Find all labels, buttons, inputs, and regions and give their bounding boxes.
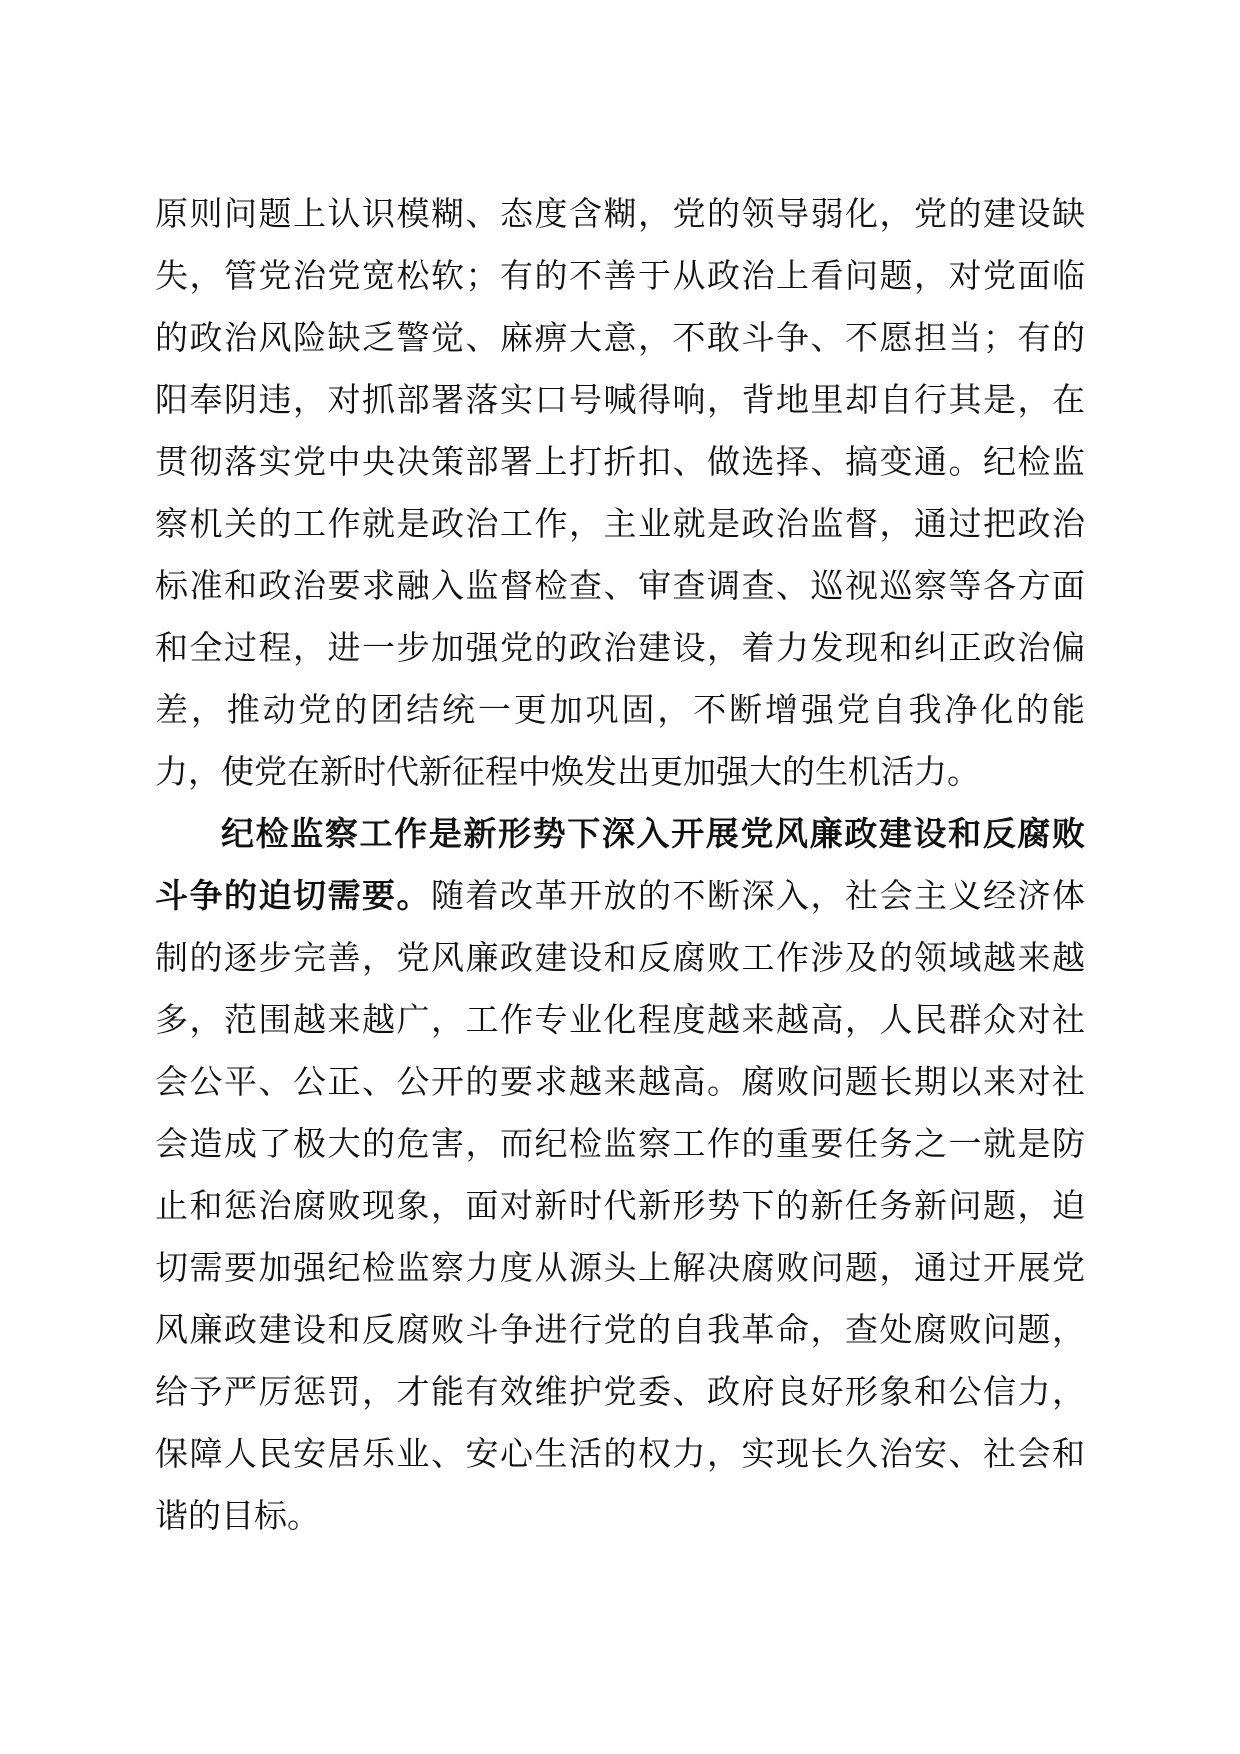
text-line: 和全过程，进一步加强党的政治建设，着力发现和纠正政治偏 [155,628,1085,667]
text-line: 切需要加强纪检监察力度从源头上解决腐败问题，通过开展党 [155,1248,1085,1287]
body-text [155,183,1085,1547]
text-line: 风廉政建设和反腐败斗争进行党的自我革命，查处腐败问题， [155,1310,1085,1349]
text-line: 多，范围越来越广，工作专业化程度越来越高，人民群众对社 [155,1000,1085,1039]
text-line: 察机关的工作就是政治工作，主业就是政治监督，通过把政治 [155,504,1085,543]
text-line: 标准和政治要求融入监督检查、审查调查、巡视巡察等各方面 [155,566,1085,605]
text-line: 给予严厉惩罚，才能有效维护党委、政府良好形象和公信力， [155,1372,1085,1411]
text-line: 止和惩治腐败现象，面对新时代新形势下的新任务新问题，迫 [155,1186,1085,1225]
text-line: 失，管党治党宽松软；有的不善于从政治上看问题，对党面临 [155,256,1085,295]
text-line: 贯彻落实党中央决策部署上打折扣、做选择、搞变通。纪检监 [155,442,1085,481]
text-line: 会造成了极大的危害，而纪检监察工作的重要任务之一就是防 [155,1124,1085,1163]
text-line: 的政治风险缺乏警觉、麻痹大意，不敢斗争、不愿担当；有的 [155,318,1085,357]
text-line: 制的逐步完善，党风廉政建设和反腐败工作涉及的领域越来越 [155,938,1085,977]
text-line: 谐的目标。 [155,1496,320,1535]
text-fragment: 随着改革开放的不断深入，社会主义经济体 [431,876,1085,915]
text-line: 力，使党在新时代新征程中焕发出更加强大的生机活力。 [155,752,980,791]
paragraph-1 [155,183,1085,803]
text-line: 阳奉阴违，对抓部署落实口号喊得响，背地里却自行其是，在 [155,380,1085,419]
paragraph-heading-end: 斗争的迫切需要。 [155,876,431,915]
text-line: 会公平、公正、公开的要求越来越高。腐败问题长期以来对社 [155,1062,1085,1101]
paragraph-heading: 纪检监察工作是新形势下深入开展党风廉政建设和反腐败 [221,814,1085,853]
text-line: 原则问题上认识模糊、态度含糊，党的领导弱化，党的建设缺 [155,194,1085,233]
paragraph-2 [155,803,1085,1547]
text-line: 保障人民安居乐业、安心生活的权力，实现长久治安、社会和 [155,1434,1085,1473]
text-line: 差，推动党的团结统一更加巩固，不断增强党自我净化的能 [155,690,1085,729]
text-line [155,865,1085,927]
